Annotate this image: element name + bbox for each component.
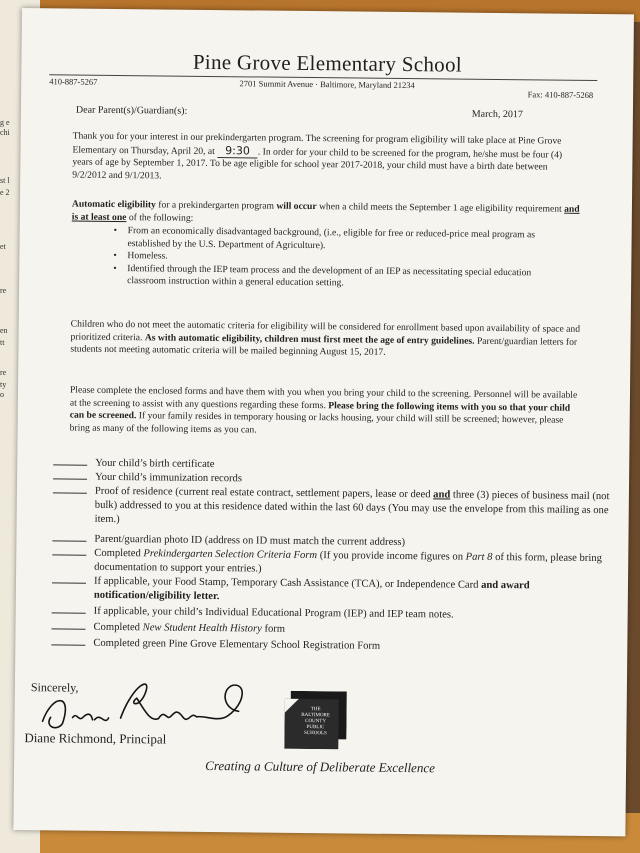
fragment-text: st l (0, 176, 10, 185)
logo-line: COUNTY (305, 719, 326, 725)
italic-form-name: New Student Health History (142, 622, 262, 635)
eligibility-list (113, 225, 544, 292)
bcps-logo (284, 691, 347, 750)
body-text: Children who do not meet the automatic criteria for eligibility will be considered for enrollment based upon availability of space and prioritized criteria. (70, 318, 581, 343)
checklist-text: form (261, 623, 286, 635)
signature-image (32, 673, 263, 735)
fragment-text: o (0, 390, 4, 399)
letter-page (13, 8, 634, 836)
check-blank (53, 464, 87, 465)
check-blank (53, 492, 87, 493)
checklist-text: If applicable, your child’s Individual Educational Program (IEP) and IEP team notes. (93, 605, 454, 621)
body-text: of the following: (126, 211, 194, 224)
list-item: • From an economically disadvantaged background, (i.e., eligible for free or reduced-price meal program as established by the U.S. Department of Agriculture). (113, 225, 543, 255)
list-item: • Identified through the IEP team process and the development of an IEP as necessitating special education classroom instruction within a general education setting. (113, 262, 543, 292)
fragment-text: re (0, 286, 7, 295)
letter-date: March, 2017 (471, 108, 523, 121)
bold-text: and award notification/eligibility letter. (93, 579, 530, 603)
list-item: • Homeless. (113, 250, 543, 267)
phone-number: 410-887-5267 (49, 76, 98, 87)
bold-underlined-text: and is at least one (71, 203, 580, 223)
fragment-text: tt (0, 338, 5, 347)
fragment-text: g e (0, 118, 10, 127)
logo-text (288, 707, 342, 738)
checklist-text: Parent/guardian photo ID (address on ID must match the current address) (94, 533, 406, 549)
body-text: for a prekindergarten program (155, 199, 277, 212)
fragment-text: et (0, 242, 6, 251)
fragment-text: chi (0, 128, 10, 137)
fragment-text: e 2 (0, 188, 10, 197)
checklist-text: (If you provide income figures on (317, 550, 466, 563)
logo-line: SCHOOLS (303, 730, 327, 737)
handwritten-time: 9:30 (217, 144, 258, 158)
checklist-text: three (3) pieces of business mail (not bulk) addressed to you at this residence dated within the last 60 days (You may use the envelope from this mailing as one item.) (94, 489, 610, 526)
signer-name: Diane Richmond, Principal (24, 730, 167, 747)
checklist-item-food-stamp (52, 574, 614, 608)
school-address: 2701 Summit Avenue · Baltimore, Maryland 21234 (239, 78, 415, 91)
check-blank (51, 644, 85, 645)
checklist-text: Proof of residence (current real estate contract, settlement papers, lease or deed (94, 485, 434, 501)
bold-text: Please bring the following items with you so that your child can be screened. (69, 399, 571, 422)
paragraph-criteria (70, 319, 580, 362)
checklist-text: Completed green Pine Grove Elementary School Registration Form (93, 637, 381, 652)
bold-text: will occur (276, 200, 317, 213)
body-text: Parent/guardian letters for students not meeting automatic criteria will be mailed beginning August 15, 2017. (70, 335, 578, 358)
paragraph-eligibility (72, 199, 582, 229)
check-blank (52, 540, 86, 541)
logo-line: PUBLIC (306, 725, 325, 731)
school-name: Pine Grove Elementary School (192, 49, 463, 77)
checklist-text: Your child’s birth certificate (95, 457, 215, 471)
paragraph-intro (72, 131, 583, 187)
checklist-text: Completed (93, 621, 143, 634)
check-blank (52, 554, 86, 555)
checklist-item-residence (53, 484, 615, 532)
closing: Sincerely, (30, 680, 79, 695)
bold-text: Automatic eligibility (71, 198, 156, 211)
checklist-text: If applicable, your Food Stamp, Temporary Cash Assistance (TCA), or Independence Card (93, 575, 482, 591)
intro-text-cont: . In order for your child to be screened for the program, he/she must be four (4) years of age by September 1, 2017. To be age eligible for school year 2017-2018, your child must have a birth date between 9/2/2012 and 9/1/2013. (72, 145, 563, 181)
checklist-text: of this form, please bring documentation to support your entries.) (94, 551, 602, 575)
tagline: Creating a Culture of Deliberate Excellence (205, 757, 436, 776)
salutation: Dear Parent(s)/Guardian(s): (75, 104, 188, 117)
body-text: when a child meets the September 1 age eligibility requirement (316, 201, 565, 215)
check-blank (51, 628, 85, 629)
italic-form-name: Prekindergarten Selection Criteria Form (143, 548, 318, 562)
paragraph-forms (70, 385, 580, 440)
check-blank (52, 612, 86, 613)
checklist-text: Your child’s immunization records (95, 471, 243, 485)
body-text: Please complete the enclosed forms and have them with you when you bring your child to the screening. Personnel will be available at the screening to assist with any questions regarding these forms. (69, 384, 578, 411)
logo-line: BALTIMORE (301, 712, 330, 719)
checklist-text: Completed (94, 547, 144, 560)
check-blank (52, 582, 86, 583)
bold-underlined-text: and (433, 489, 451, 501)
body-text: If your family resides in temporary housing or lacks housing, your child will still be screened; however, please bring as many of the following items as you can. (69, 410, 564, 435)
italic-text: Part 8 (465, 551, 493, 563)
check-blank (53, 478, 87, 479)
fragment-text: re (0, 368, 7, 377)
fragment-text: en (0, 326, 8, 335)
intro-text: Thank you for your interest in our prekindergarten program. The screening for program eligibility will take place at Pine Grove Elementary on Thursday, April 20, at (72, 130, 562, 157)
logo-line: THE (310, 707, 321, 713)
bold-text: As with automatic eligibility, children must first meet the age of entry guidelines. (144, 331, 475, 347)
fragment-text: ty (0, 380, 7, 389)
fax-number: Fax: 410-887-5268 (527, 89, 594, 100)
